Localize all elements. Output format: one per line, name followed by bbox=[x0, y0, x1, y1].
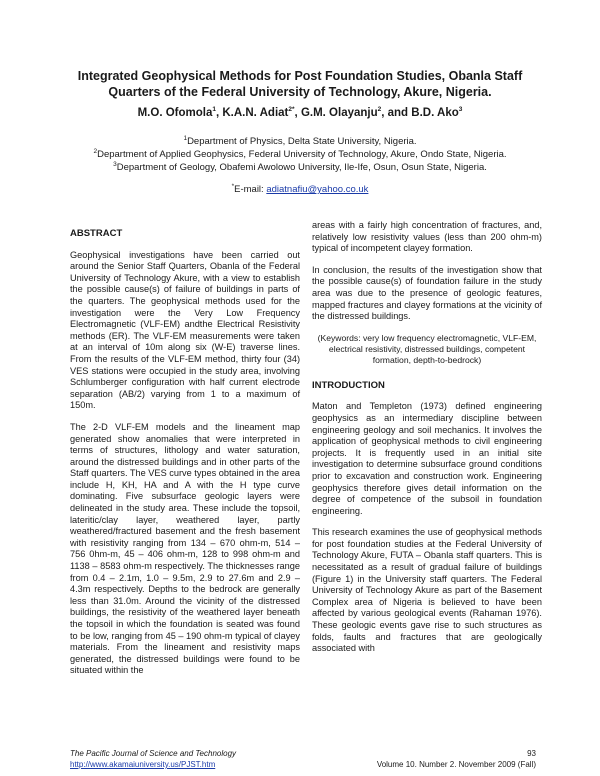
page-number: 93 bbox=[527, 749, 536, 758]
author-affil-mark: 2* bbox=[288, 106, 295, 114]
abstract-paragraph: In conclusion, the results of the investigation show that the possible cause(s) of foundation failure in the study area was due to the presence of geologic features, mapped fractures and clayey formations at the vicinity of the distressed buildings. bbox=[312, 264, 542, 322]
journal-url-link[interactable]: http://www.akamaiuniversity.us/PJST.htm bbox=[70, 760, 216, 769]
author-name: B.D. Ako bbox=[411, 107, 459, 119]
volume-info: Volume 10. Number 2. November 2009 (Fall) bbox=[376, 760, 536, 769]
footer-left bbox=[70, 748, 236, 770]
affiliation-line: $^2$Department of Applied Geophysics, Federal University of Technology, Akure, Ondo State, Nigeria. bbox=[93, 147, 507, 160]
affiliation-line: $^1$Department of Physics, Delta State University, Nigeria. bbox=[183, 134, 417, 147]
journal-name: The Pacific Journal of Science and Technology bbox=[70, 749, 237, 758]
right-column bbox=[312, 220, 542, 665]
paper-title: Integrated Geophysical Methods for Post Foundation Studies, Obanla Staff Quarters of the Federal University of Technology, Akure, Nigeria. bbox=[77, 69, 523, 99]
abstract-paragraph: The 2-D VLF-EM models and the lineament map generated show anomalies that were interpreted in terms of structures, lithology and water saturation, around the distressed buildings and in other parts of the Staff quarters. The VES curve types obtained in the area include H, KH, HA and A with the H type curve dominating. Five subsurface geologic layers were delineated in the study area. These include the topsoil, lateritic/clay layer, weathered layer, partly weathered/fractured basement and the fresh basement with resistivity ranging from 134 – 670 ohm-m, 514 – 756 0hm-m, 45 – 406 ohm-m, 128 to 998 ohm-m and 1138 – 8583 ohm-m respectively. The thicknesses range from 0.4 – 2.1m, 1.0 – 9.5m, 2.9 to 27.6m and 2.9 – 4.3m respectively. Depths to the bedrock are generally less than 31.0m. Around the vicinity of the distressed buildings, the resistivity of the weathered layer beneath the topsoil in which the foundation is seated was found to be low, ranging from 45 – 190 ohm-m typical of clayey materials. From the lineament and resistivity maps generated, the distressed buildings were found to be situated within the bbox=[70, 421, 300, 676]
author-affil-mark: 3 bbox=[458, 106, 463, 114]
author-list: M.O. Ofomola$^1$, K.A.N. Adiat$^{2*}$, G.M. Olayanju$^2$, and B.D. Ako$^3$ bbox=[137, 106, 463, 119]
affiliation-list bbox=[40, 135, 560, 174]
email-link[interactable]: adiatnafiu@yahoo.co.uk bbox=[266, 184, 369, 195]
author-affil-mark: 2 bbox=[377, 106, 382, 114]
abstract-heading: ABSTRACT bbox=[70, 228, 123, 239]
author-name: G.M. Olayanju bbox=[300, 107, 378, 119]
corresponding-email: *E-mail: adiatnafiu@yahoo.co.uk bbox=[231, 182, 369, 195]
introduction-paragraph: Maton and Templeton (1973) defined engineering geophysics as an intermediary discipline between engineering geology and soil mechanics. It involves the application of geophysical methods to civil engineering projects. It is frequently used in an initial site investigation to determine subsurface ground conditions prior to excavation and construction work. Engineering geophysics therefore gives detail information on the degree of competence of the subsoil in foundation engineering. bbox=[312, 401, 542, 516]
author-affil-mark: 1 bbox=[212, 106, 216, 114]
keywords: (Keywords: very low frequency electromagnetic, VLF-EM, electrical resistivity, distressed buildings, competent formation, depth-to-bedrock) bbox=[317, 332, 537, 365]
introduction-paragraph: This research examines the use of geophysical methods for post foundation studies at the Federal University of Technology Akure, FUTA – Obanla staff quarters. This is necessitated as a result of gradual failure of buildings (Figure 1) in the University staff quarters. The Federal University of Technology Akure as part of the Basement Complex area of Nigeria is believed to have been affected by various geological events (Rahaman 1976). These geologic events gave rise to such structures as folds, faults and fractures that are geologically associated with bbox=[312, 527, 542, 654]
left-column bbox=[70, 228, 300, 687]
abstract-paragraph: Geophysical investigations have been carried out around the Senior Staff Quarters, Obanla of the Federal University of Technology Akure, with a view to establish the possible cause(s) of failure of buildings in parts of the quarters. The geophysical methods used for the investigation were the Very Low Frequency Electromagnetic (VLF-EM) andthe Electrical Resistivity methods (ER). The VLF-EM measurements were taken at an interval of 10m along six (W-E) traverse lines. From the results of the VLF-EM method, thirty four (34) VES stations were occupied in the study area, involving Schlumberger configuration with half current electrode separation (AB/2) varying from 1 to a maximum of 150m. bbox=[70, 249, 300, 411]
author-name: K.A.N. Adiat bbox=[222, 107, 289, 119]
affiliation-line: $^3$Department of Geology, Obafemi Awolowo University, Ile-Ife, Osun, Osun State, Nigeria. bbox=[113, 160, 487, 173]
introduction-heading: INTRODUCTION bbox=[312, 379, 385, 391]
abstract-paragraph: areas with a fairly high concentration of fractures, and, relatively low resistivity values (less than 200 ohm-m) typical of incompetent clayey formation. bbox=[312, 220, 542, 254]
author-name: M.O. Ofomola bbox=[137, 107, 213, 119]
footer-right bbox=[340, 748, 536, 770]
